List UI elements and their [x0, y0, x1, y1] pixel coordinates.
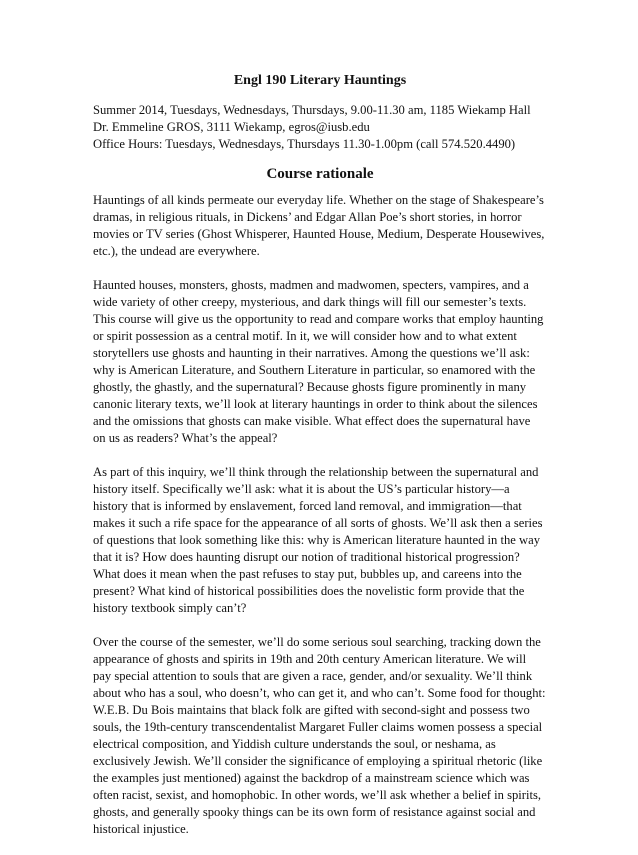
- paragraph-line: This course will give us the opportunity to read and compare works that employ haunting: [93, 312, 544, 326]
- rationale-body: [93, 192, 547, 838]
- paragraph-line: storytellers use ghosts and haunting in their narratives. Among the questions we’ll ask:: [93, 346, 530, 360]
- section-heading-course-rationale: Course rationale: [266, 166, 374, 182]
- paragraph-line: W.E.B. Du Bois maintains that black folk are gifted with second-sight and possess two: [93, 703, 530, 717]
- paragraph-line: souls, the 19th-century transcendentalist Margaret Fuller claims women possess a special: [93, 720, 543, 734]
- paragraph-line: pay special attention to souls that are given a race, gender, and/or sexuality. We’ll think: [93, 669, 533, 683]
- paragraph-line: Haunted houses, monsters, ghosts, madmen and madwomen, specters, vampires, and a: [93, 278, 529, 292]
- paragraph-line: often racist, sexist, and homophobic. In other words, we’ll ask whether a belief in spirits,: [93, 788, 542, 802]
- paragraph-line: of questions that look something like this: why is American literature haunted in the way: [93, 533, 540, 547]
- paragraph-line: What does it mean when the past refuses to stay put, bubbles up, and careens into the: [93, 567, 522, 581]
- instructor-line: Dr. Emmeline GROS, 3111 Wiekamp, egros@iusb.edu: [93, 120, 370, 134]
- paragraph-line: wide variety of other creepy, mysterious, and dark things will fill our semester’s texts.: [93, 295, 527, 309]
- paragraph-line: appearance of ghosts and spirits in 19th and 20th century American literature. We will: [93, 652, 527, 666]
- paragraph-line: movies or TV series (Ghost Whisperer, Haunted House, Medium, Desperate Housewives,: [93, 227, 545, 241]
- paragraph-line: why is American Literature, and Southern Literature in particular, so enamored with the: [93, 363, 536, 377]
- paragraph-line: history itself. Specifically we’ll ask: what it is about the US’s particular history—a: [93, 482, 510, 496]
- paragraph-line: Over the course of the semester, we’ll do some serious soul searching, tracking down the: [93, 635, 541, 649]
- paragraph-line: etc.), the undead are everywhere.: [93, 244, 260, 258]
- paragraph-line: history textbook simply can’t?: [93, 601, 247, 615]
- paragraph-line: exclusively Jewish. We’ll consider the significance of employing a spiritual rhetoric (like: [93, 754, 543, 768]
- paragraph-line: Hauntings of all kinds permeate our everyday life. Whether on the stage of Shakespeare’s: [93, 193, 544, 207]
- paragraph-line: or spirit possession as a central motif. In it, we will consider how and to what extent: [93, 329, 517, 343]
- paragraph-line: canonic literary texts, we’ll look at literary hauntings in order to think about the silences: [93, 397, 538, 411]
- course-info: [93, 102, 547, 153]
- paragraph-line: electrical composition, and Yiddish culture understands the soul, or neshama, as: [93, 737, 496, 751]
- paragraph-line: about who has a soul, who doesn’t, who can get it, and who can’t. Some food for thought:: [93, 686, 546, 700]
- paragraph-line: makes it such a rife space for the appearance of all sorts of ghosts. We’ll ask then a series: [93, 516, 543, 530]
- paragraph-line: on us as readers? What’s the appeal?: [93, 431, 278, 445]
- schedule-line: Summer 2014, Tuesdays, Wednesdays, Thursdays, 9.00-11.30 am, 1185 Wiekamp Hall: [93, 103, 531, 117]
- paragraph-line: ghosts, and generally spooky things can be its own form of resistance against social and: [93, 805, 536, 819]
- rationale-paragraph: [93, 277, 547, 447]
- paragraph-line: dramas, in religious rituals, in Dickens’ and Edgar Allan Poe’s short stories, in horror: [93, 210, 522, 224]
- office-hours-line: Office Hours: Tuesdays, Wednesdays, Thursdays 11.30-1.00pm (call 574.520.4490): [93, 137, 516, 151]
- paragraph-line: the examples just mentioned) against the backdrop of a mainstream science which was: [93, 771, 530, 785]
- syllabus-page: [93, 72, 547, 855]
- paragraph-line: that it is? How does haunting disrupt our notion of traditional historical progression?: [93, 550, 520, 564]
- paragraph-line: and the omissions that ghosts can make visible. What effect does the supernatural have: [93, 414, 531, 428]
- rationale-paragraph: [93, 634, 547, 838]
- paragraph-line: As part of this inquiry, we’ll think through the relationship between the supernatural and: [93, 465, 539, 479]
- course-title: Engl 190 Literary Hauntings: [233, 73, 407, 88]
- paragraph-line: present? What kind of historical possibilities does the novelistic form provide that the: [93, 584, 525, 598]
- paragraph-line: historical injustice.: [93, 822, 189, 836]
- paragraph-line: ghostly, the ghastly, and the supernatural? Because ghosts figure prominently in many: [93, 380, 527, 394]
- rationale-paragraph: [93, 464, 547, 617]
- rationale-paragraph: [93, 192, 547, 260]
- paragraph-line: history that is informed by enslavement, forced land removal, and immigration—that: [93, 499, 522, 513]
